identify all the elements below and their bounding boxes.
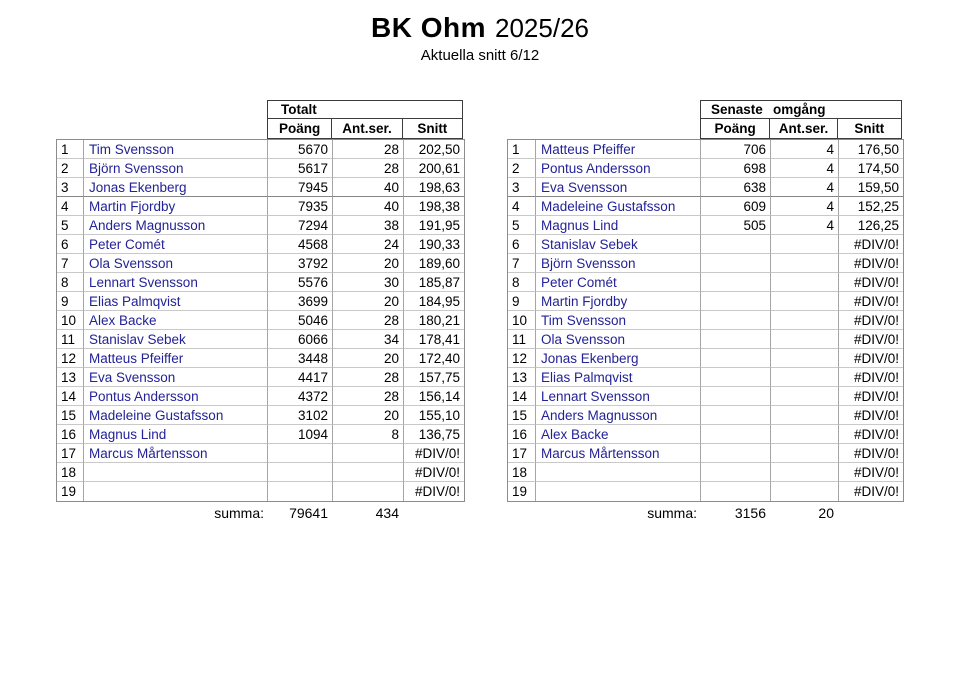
rank-cell: 5 (508, 216, 536, 235)
poang-cell: 5670 (268, 140, 333, 159)
antser-cell: 30 (333, 273, 404, 292)
player-name-cell: Lennart Svensson (84, 273, 268, 292)
group-header-label: Totalt (281, 102, 317, 117)
table-row (508, 425, 903, 444)
poang-cell (268, 482, 333, 501)
antser-cell (771, 254, 839, 273)
column-header-antser: Ant.ser. (332, 119, 402, 138)
snitt-cell: 190,33 (404, 235, 464, 254)
rank-cell: 17 (57, 444, 84, 463)
antser-cell (333, 463, 404, 482)
player-name-cell: Elias Palmqvist (84, 292, 268, 311)
antser-cell: 4 (771, 216, 839, 235)
rank-cell: 4 (508, 197, 536, 216)
antser-cell (333, 482, 404, 501)
snitt-cell: 172,40 (404, 349, 464, 368)
rank-cell: 19 (508, 482, 536, 501)
latest-round-group-header (700, 100, 902, 119)
table-row (508, 292, 903, 311)
antser-cell: 8 (333, 425, 404, 444)
player-name-cell: Peter Comét (536, 273, 701, 292)
poang-cell (701, 444, 771, 463)
table-row (57, 463, 464, 482)
snitt-cell: 198,38 (404, 197, 464, 216)
summa-empty (838, 503, 902, 524)
poang-cell (268, 463, 333, 482)
summa-spacer (56, 503, 83, 524)
total-column-headers (267, 119, 463, 139)
table-row (57, 178, 464, 197)
table-row (508, 254, 903, 273)
table-row (508, 387, 903, 406)
player-name-cell: Marcus Mårtensson (84, 444, 268, 463)
snitt-cell: #DIV/0! (839, 311, 903, 330)
player-name-cell (84, 482, 268, 501)
table-row (508, 235, 903, 254)
player-name-cell: Ola Svensson (536, 330, 701, 349)
snitt-cell: 184,95 (404, 292, 464, 311)
player-name-cell: Matteus Pfeiffer (536, 140, 701, 159)
rank-cell: 8 (508, 273, 536, 292)
player-name-cell: Eva Svensson (536, 178, 701, 197)
antser-cell (771, 292, 839, 311)
antser-cell: 20 (333, 406, 404, 425)
latest-round-column-headers (700, 119, 902, 139)
poang-cell: 5617 (268, 159, 333, 178)
rank-cell: 10 (508, 311, 536, 330)
antser-cell: 28 (333, 387, 404, 406)
rank-cell: 13 (508, 368, 536, 387)
player-name-cell: Martin Fjordby (84, 197, 268, 216)
table-row (57, 140, 464, 159)
group-header-label-part1: Senaste (711, 102, 763, 117)
table-row (508, 482, 903, 501)
antser-cell: 24 (333, 235, 404, 254)
snitt-cell: 180,21 (404, 311, 464, 330)
table-row (508, 140, 903, 159)
table-row (57, 444, 464, 463)
summa-poang: 3156 (734, 505, 766, 521)
table-row (57, 406, 464, 425)
player-name-cell: Ola Svensson (84, 254, 268, 273)
summa-empty (403, 503, 463, 524)
table-row (57, 368, 464, 387)
table-row (57, 349, 464, 368)
player-name-cell: Martin Fjordby (536, 292, 701, 311)
snitt-cell: 176,50 (839, 140, 903, 159)
table-row (508, 197, 903, 216)
rank-cell: 2 (57, 159, 84, 178)
rank-cell: 8 (57, 273, 84, 292)
summa-antser: 20 (818, 505, 834, 521)
player-name-cell: Anders Magnusson (536, 406, 701, 425)
snitt-cell: #DIV/0! (839, 387, 903, 406)
table-row (57, 216, 464, 235)
poang-cell (701, 311, 771, 330)
table-row (508, 311, 903, 330)
poang-cell (701, 368, 771, 387)
antser-cell (771, 273, 839, 292)
player-name-cell (536, 482, 701, 501)
antser-cell: 20 (333, 349, 404, 368)
group-header-label-part2: omgång (773, 102, 826, 117)
poang-cell: 7945 (268, 178, 333, 197)
player-name-cell: Eva Svensson (84, 368, 268, 387)
poang-cell: 1094 (268, 425, 333, 444)
antser-cell: 20 (333, 292, 404, 311)
poang-cell (701, 387, 771, 406)
poang-cell (701, 273, 771, 292)
player-name-cell: Magnus Lind (536, 216, 701, 235)
rank-cell: 15 (57, 406, 84, 425)
rank-cell: 1 (508, 140, 536, 159)
rank-cell: 1 (57, 140, 84, 159)
column-header-antser: Ant.ser. (770, 119, 837, 138)
antser-cell: 38 (333, 216, 404, 235)
table-row (508, 159, 903, 178)
poang-cell (701, 482, 771, 501)
antser-cell (771, 368, 839, 387)
poang-cell: 6066 (268, 330, 333, 349)
antser-cell (771, 387, 839, 406)
table-row (57, 197, 464, 216)
rank-cell: 18 (57, 463, 84, 482)
column-header-poang: Poäng (268, 119, 332, 138)
player-name-cell: Alex Backe (536, 425, 701, 444)
antser-cell (771, 235, 839, 254)
rank-cell: 17 (508, 444, 536, 463)
antser-cell (771, 406, 839, 425)
poang-cell: 3448 (268, 349, 333, 368)
antser-cell (771, 444, 839, 463)
player-name-cell: Madeleine Gustafsson (536, 197, 701, 216)
rank-cell: 16 (57, 425, 84, 444)
table-row (508, 349, 903, 368)
rank-cell: 14 (508, 387, 536, 406)
snitt-cell: 200,61 (404, 159, 464, 178)
poang-cell: 706 (701, 140, 771, 159)
table-row (508, 216, 903, 235)
snitt-cell: 191,95 (404, 216, 464, 235)
table-row (508, 463, 903, 482)
player-name-cell: Pontus Andersson (536, 159, 701, 178)
player-name-cell: Anders Magnusson (84, 216, 268, 235)
column-header-snitt: Snitt (417, 121, 448, 136)
rank-cell: 16 (508, 425, 536, 444)
poang-cell: 638 (701, 178, 771, 197)
rank-cell: 9 (508, 292, 536, 311)
player-name-cell: Pontus Andersson (84, 387, 268, 406)
table-row (57, 159, 464, 178)
antser-cell: 28 (333, 140, 404, 159)
snitt-cell: 185,87 (404, 273, 464, 292)
snitt-cell: 202,50 (404, 140, 464, 159)
snitt-cell: #DIV/0! (404, 463, 464, 482)
poang-cell (701, 463, 771, 482)
latest-round-summa-row (507, 503, 904, 524)
table-row (508, 406, 903, 425)
player-name-cell: Magnus Lind (84, 425, 268, 444)
player-name-cell: Marcus Mårtensson (536, 444, 701, 463)
player-name-cell: Stanislav Sebek (84, 330, 268, 349)
antser-cell (771, 482, 839, 501)
rank-cell: 14 (57, 387, 84, 406)
summa-poang: 79641 (289, 505, 328, 521)
snitt-cell: #DIV/0! (404, 444, 464, 463)
player-name-cell: Tim Svensson (84, 140, 268, 159)
snitt-cell: #DIV/0! (839, 463, 903, 482)
summa-antser: 434 (375, 505, 399, 521)
snitt-cell: #DIV/0! (839, 406, 903, 425)
page-title (0, 12, 960, 44)
poang-cell: 3102 (268, 406, 333, 425)
latest-round-table-body (507, 139, 904, 502)
player-name-cell: Björn Svensson (536, 254, 701, 273)
summa-label: summa: (214, 505, 264, 521)
table-row (508, 178, 903, 197)
table-row (57, 254, 464, 273)
page-header (0, 12, 960, 64)
antser-cell (771, 311, 839, 330)
poang-cell (701, 254, 771, 273)
snitt-cell: #DIV/0! (839, 254, 903, 273)
snitt-cell: #DIV/0! (853, 484, 899, 499)
antser-cell: 40 (333, 178, 404, 197)
poang-cell (268, 444, 333, 463)
rank-cell: 12 (508, 349, 536, 368)
poang-cell (701, 406, 771, 425)
rank-cell: 9 (57, 292, 84, 311)
total-summa-row (56, 503, 465, 524)
poang-cell: 7294 (268, 216, 333, 235)
rank-cell: 3 (508, 178, 536, 197)
table-row (508, 273, 903, 292)
player-name-cell: Jonas Ekenberg (536, 349, 701, 368)
antser-cell (771, 463, 839, 482)
poang-cell: 505 (701, 216, 771, 235)
antser-cell (771, 425, 839, 444)
table-row (57, 387, 464, 406)
table-row (57, 292, 464, 311)
table-row (57, 311, 464, 330)
snitt-cell: 157,75 (404, 368, 464, 387)
poang-cell: 4372 (268, 387, 333, 406)
snitt-cell: 136,75 (404, 425, 464, 444)
table-row (57, 273, 464, 292)
snitt-cell: #DIV/0! (839, 368, 903, 387)
player-name-cell (84, 463, 268, 482)
season-label: 2025/26 (495, 13, 589, 43)
poang-cell: 609 (701, 197, 771, 216)
rank-cell: 10 (57, 311, 84, 330)
poang-cell: 3792 (268, 254, 333, 273)
poang-cell: 5046 (268, 311, 333, 330)
table-row (57, 425, 464, 444)
player-name-cell: Elias Palmqvist (536, 368, 701, 387)
poang-cell: 3699 (268, 292, 333, 311)
poang-cell (701, 330, 771, 349)
poang-cell: 698 (701, 159, 771, 178)
rank-cell: 11 (57, 330, 84, 349)
poang-cell: 4568 (268, 235, 333, 254)
snitt-cell: #DIV/0! (839, 330, 903, 349)
snitt-cell: 178,41 (404, 330, 464, 349)
summa-spacer (507, 503, 535, 524)
player-name-cell: Alex Backe (84, 311, 268, 330)
total-table-body (56, 139, 465, 502)
snitt-cell: #DIV/0! (839, 235, 903, 254)
player-name-cell: Jonas Ekenberg (84, 178, 268, 197)
page-subtitle: Aktuella snitt 6/12 (420, 47, 540, 64)
rank-cell: 4 (57, 197, 84, 216)
column-header-poang: Poäng (701, 119, 770, 138)
poang-cell (701, 425, 771, 444)
rank-cell: 5 (57, 216, 84, 235)
antser-cell: 20 (333, 254, 404, 273)
antser-cell (771, 330, 839, 349)
poang-cell: 7935 (268, 197, 333, 216)
antser-cell: 4 (771, 140, 839, 159)
antser-cell (333, 444, 404, 463)
rank-cell: 11 (508, 330, 536, 349)
rank-cell: 6 (508, 235, 536, 254)
rank-cell: 19 (57, 482, 84, 501)
antser-cell (771, 349, 839, 368)
rank-cell: 7 (508, 254, 536, 273)
snitt-cell: 174,50 (839, 159, 903, 178)
table-row (508, 444, 903, 463)
table-row (508, 368, 903, 387)
table-row (508, 330, 903, 349)
antser-cell: 34 (333, 330, 404, 349)
player-name-cell: Lennart Svensson (536, 387, 701, 406)
antser-cell: 4 (771, 178, 839, 197)
rank-cell: 13 (57, 368, 84, 387)
rank-cell: 7 (57, 254, 84, 273)
column-header-snitt: Snitt (854, 121, 885, 136)
player-name-cell: Matteus Pfeiffer (84, 349, 268, 368)
table-row (57, 482, 464, 501)
antser-cell: 4 (771, 197, 839, 216)
snitt-cell: #DIV/0! (414, 484, 460, 499)
latest-round-table (507, 100, 904, 524)
snitt-cell: #DIV/0! (839, 425, 903, 444)
rank-cell: 2 (508, 159, 536, 178)
player-name-cell (536, 463, 701, 482)
snitt-cell: 198,63 (404, 178, 464, 197)
rank-cell: 15 (508, 406, 536, 425)
player-name-cell: Peter Comét (84, 235, 268, 254)
total-table (56, 100, 465, 524)
antser-cell: 28 (333, 311, 404, 330)
snitt-cell: #DIV/0! (839, 444, 903, 463)
player-name-cell: Björn Svensson (84, 159, 268, 178)
snitt-cell: 159,50 (839, 178, 903, 197)
poang-cell (701, 235, 771, 254)
snitt-cell: 156,14 (404, 387, 464, 406)
snitt-cell: #DIV/0! (839, 349, 903, 368)
rank-cell: 6 (57, 235, 84, 254)
table-row (57, 330, 464, 349)
snitt-cell: 155,10 (404, 406, 464, 425)
total-group-header (267, 100, 463, 119)
snitt-cell: 126,25 (839, 216, 903, 235)
poang-cell: 5576 (268, 273, 333, 292)
poang-cell: 4417 (268, 368, 333, 387)
snitt-cell: #DIV/0! (839, 292, 903, 311)
poang-cell (701, 292, 771, 311)
summa-label: summa: (647, 505, 697, 521)
player-name-cell: Madeleine Gustafsson (84, 406, 268, 425)
table-row (57, 235, 464, 254)
rank-cell: 18 (508, 463, 536, 482)
poang-cell (701, 349, 771, 368)
snitt-cell: #DIV/0! (839, 273, 903, 292)
snitt-cell: 189,60 (404, 254, 464, 273)
antser-cell: 28 (333, 159, 404, 178)
rank-cell: 3 (57, 178, 84, 197)
rank-cell: 12 (57, 349, 84, 368)
club-name: BK Ohm (371, 12, 486, 43)
player-name-cell: Stanislav Sebek (536, 235, 701, 254)
antser-cell: 40 (333, 197, 404, 216)
antser-cell: 4 (771, 159, 839, 178)
player-name-cell: Tim Svensson (536, 311, 701, 330)
antser-cell: 28 (333, 368, 404, 387)
snitt-cell: 152,25 (839, 197, 903, 216)
